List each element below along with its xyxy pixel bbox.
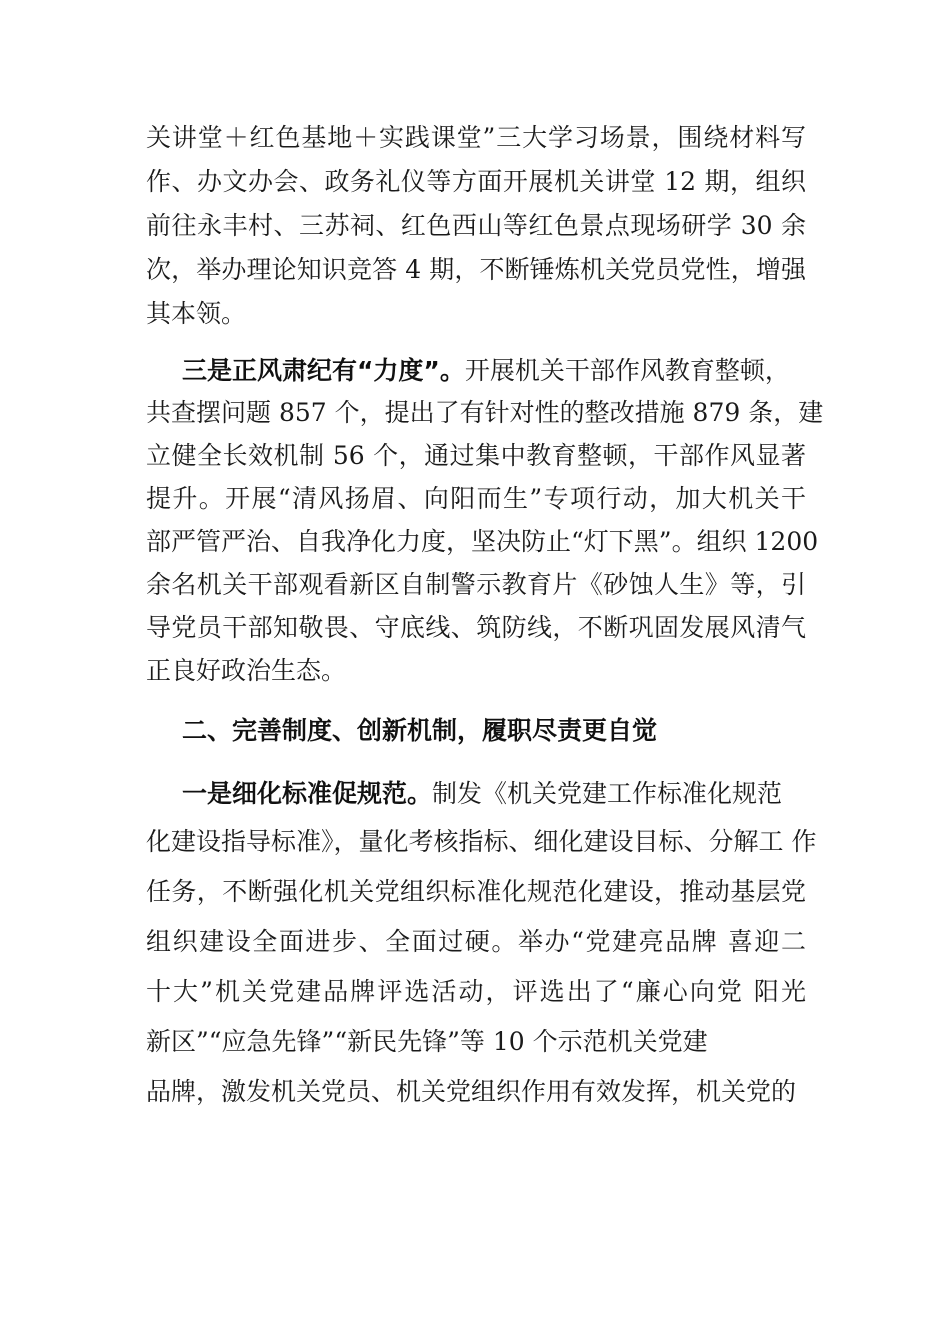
paragraph-2-line-8: 正良好政治生态。 — [146, 656, 347, 685]
paragraph-3-first-line-text: 制发《机关党建工作标准化规范 — [432, 779, 783, 808]
paragraph-2-line-5: 部严管严治、自我净化力度，坚决防止“灯下黑”。组织 1200 — [146, 527, 819, 556]
paragraph-1-line-5: 其本领。 — [146, 299, 247, 328]
paragraph-2-line-4: 提升。开展“清风扬眉、向阳而生”专项行动，加大机关干 — [146, 484, 806, 513]
paragraph-3-line-5: 十大”机关党建品牌评选活动，评选出了“廉心向党 阳光 — [146, 977, 806, 1006]
paragraph-3-line-6: 新区”“应急先锋”“新民先锋”等 10 个示范机关党建 — [146, 1027, 708, 1056]
paragraph-3-line-4: 组织建设全面进步、全面过硬。举办“党建亮品牌 喜迎二 — [146, 927, 806, 956]
paragraph-1-line-2: 作、办文办会、政务礼仪等方面开展机关讲堂 12 期，组织 — [146, 167, 806, 196]
paragraph-1-line-4: 次，举办理论知识竞答 4 期，不断锤炼机关党员党性，增强 — [146, 255, 806, 284]
paragraph-1-line-3: 前往永丰村、三苏祠、红色西山等红色景点现场研学 30 余 — [146, 211, 806, 240]
paragraph-2-heading: 三是正风肃纪有“力度”。 — [182, 356, 465, 385]
paragraph-2-line-7: 导党员干部知敬畏、守底线、筑防线，不断巩固发展风清气 — [146, 613, 806, 642]
paragraph-2-line-6: 余名机关干部观看新区自制警示教育片《砂蚀人生》等，引 — [146, 570, 806, 599]
paragraph-3-first-line — [182, 774, 806, 814]
paragraph-2-line-3: 立健全长效机制 56 个，通过集中教育整顿，干部作风显著 — [146, 441, 806, 470]
paragraph-3-line-3: 任务，不断强化机关党组织标准化规范化建设，推动基层党 — [146, 877, 806, 906]
paragraph-3-heading: 一是细化标准促规范。 — [182, 779, 433, 808]
paragraph-3-line-7: 品牌，激发机关党员、机关党组织作用有效发挥，机关党的 — [146, 1077, 797, 1106]
paragraph-2-line-2: 共查摆问题 857 个，提出了有针对性的整改措施 879 条，建 — [146, 398, 824, 427]
paragraph-2-first-line — [182, 351, 806, 391]
paragraph-3-line-2: 化建设指导标准》，量化考核指标、细化建设目标、分解工 作 — [146, 827, 817, 856]
section-2-title: 二、完善制度、创新机制，履职尽责更自觉 — [182, 716, 658, 745]
paragraph-1-line-1: 关讲堂＋红色基地＋实践课堂”三大学习场景，围绕材料写 — [146, 123, 806, 152]
paragraph-2-first-line-text: 开展机关干部作风教育整顿， — [464, 356, 790, 385]
